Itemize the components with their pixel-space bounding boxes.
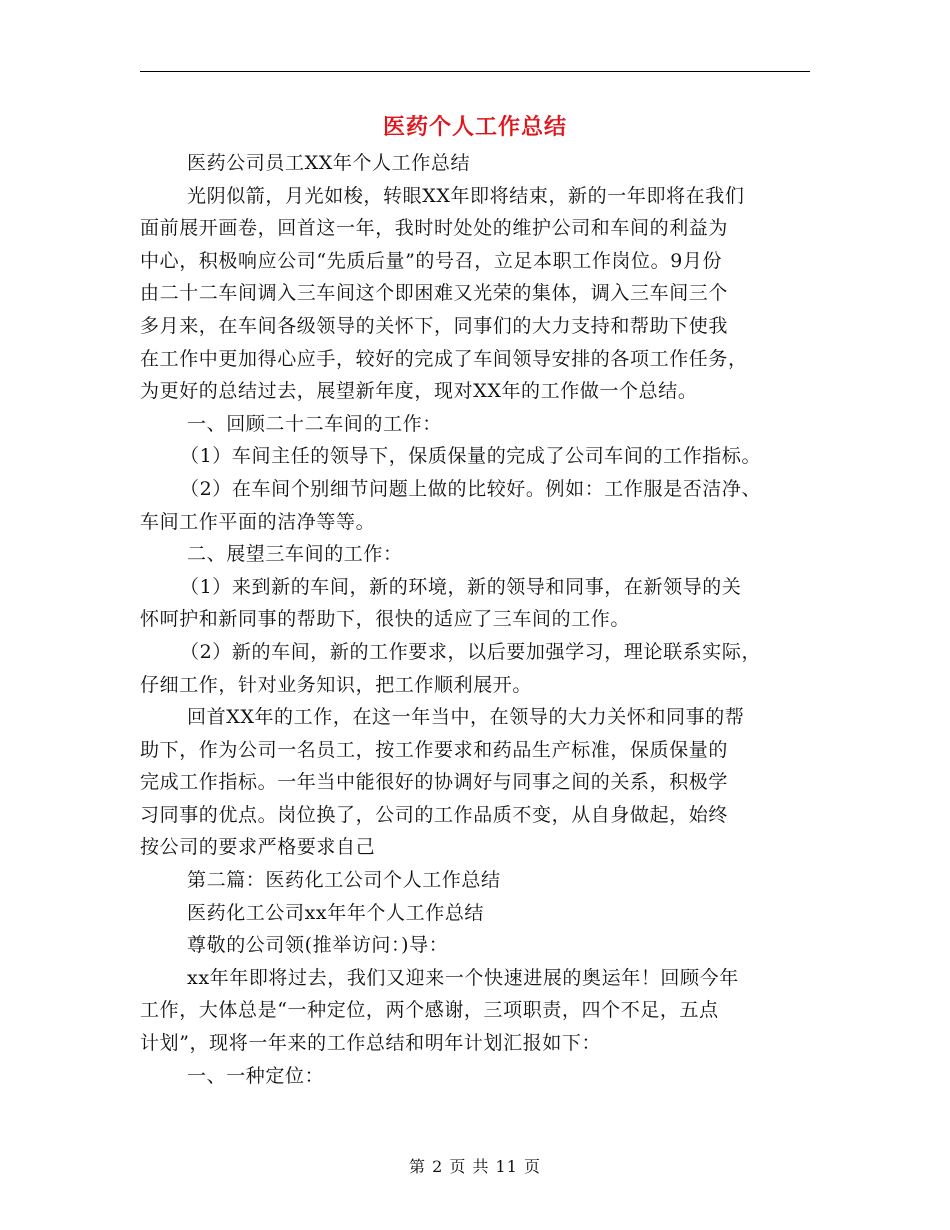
paragraph-line: 按公司的要求严格要求自己 bbox=[140, 836, 376, 859]
salutation-line: 尊敬的公司领(推举访问：)导： bbox=[187, 934, 449, 957]
paragraph-line: 完成工作指标。一年当中能很好的协调好与同事之间的关系，积极学 bbox=[140, 771, 729, 794]
paragraph-line: xx年年即将过去，我们又迎来一个快速进展的奥运年！回顾今年 bbox=[187, 966, 739, 989]
paragraph-line: 在工作中更加得心应手，较好的完成了车间领导安排的各项工作任务， bbox=[140, 347, 748, 370]
section-heading: 二、展望三车间的工作： bbox=[187, 543, 403, 566]
paragraph-line: 工作，大体总是“一种定位，两个感谢，三项职责，四个不足，五点 bbox=[140, 999, 719, 1022]
document-title: 医药个人工作总结 bbox=[382, 115, 567, 140]
paragraph-line: 习同事的优点。岗位换了，公司的工作品质不变，从自身做起，始终 bbox=[140, 803, 729, 826]
paragraph-line: 计划”，现将一年来的工作总结和明年计划汇报如下： bbox=[140, 1032, 602, 1055]
list-item: （2）在车间个别细节问题上做的比较好。例如：工作服是否洁净、 bbox=[180, 477, 762, 500]
list-item: （1）车间主任的领导下，保质保量的完成了公司车间的工作指标。 bbox=[180, 445, 762, 468]
paragraph-line: 回首XX年的工作，在这一年当中，在领导的大力关怀和同事的帮 bbox=[187, 706, 745, 729]
paragraph-line: 怀呵护和新同事的帮助下，很快的适应了三车间的工作。 bbox=[140, 608, 631, 631]
list-item: （1）来到新的车间，新的环境，新的领导和同事，在新领导的关 bbox=[180, 575, 742, 598]
list-item: （2）新的车间，新的工作要求，以后要加强学习，理论联系实际， bbox=[180, 640, 762, 663]
paragraph-line: 光阴似箭，月光如梭，转眼XX年即将结束，新的一年即将在我们 bbox=[187, 184, 745, 207]
section-heading: 一、一种定位： bbox=[187, 1064, 325, 1087]
subtitle-line: 医药化工公司xx年年个人工作总结 bbox=[187, 901, 485, 924]
paragraph-line: 仔细工作，针对业务知识，把工作顺利展开。 bbox=[140, 673, 533, 696]
document-body bbox=[140, 147, 812, 1092]
paragraph-line: 为更好的总结过去，展望新年度，现对XX年的工作做一个总结。 bbox=[140, 380, 698, 403]
header-rule bbox=[140, 71, 810, 72]
paragraph-line: 中心，积极响应公司“先质后量”的号召，立足本职工作岗位。9月份 bbox=[140, 249, 723, 272]
paragraph-line: 车间工作平面的洁净等等。 bbox=[140, 510, 376, 533]
paragraph-line: 助下，作为公司一名员工，按工作要求和药品生产标准，保质保量的 bbox=[140, 738, 729, 761]
section-heading: 一、回顾二十二车间的工作： bbox=[187, 412, 442, 435]
page-number: 第 2 页 共 11 页 bbox=[409, 1157, 541, 1176]
paragraph-line: 多月来，在车间各级领导的关怀下，同事们的大力支持和帮助下使我 bbox=[140, 314, 729, 337]
paragraph-line: 由二十二车间调入三车间这个即困难又光荣的集体，调入三车间三个 bbox=[140, 282, 729, 305]
section-heading: 第二篇：医药化工公司个人工作总结 bbox=[187, 869, 501, 892]
paragraph-line: 面前展开画卷，回首这一年，我时时处处的维护公司和车间的利益为 bbox=[140, 217, 729, 240]
subtitle-line: 医药公司员工XX年个人工作总结 bbox=[187, 152, 471, 174]
